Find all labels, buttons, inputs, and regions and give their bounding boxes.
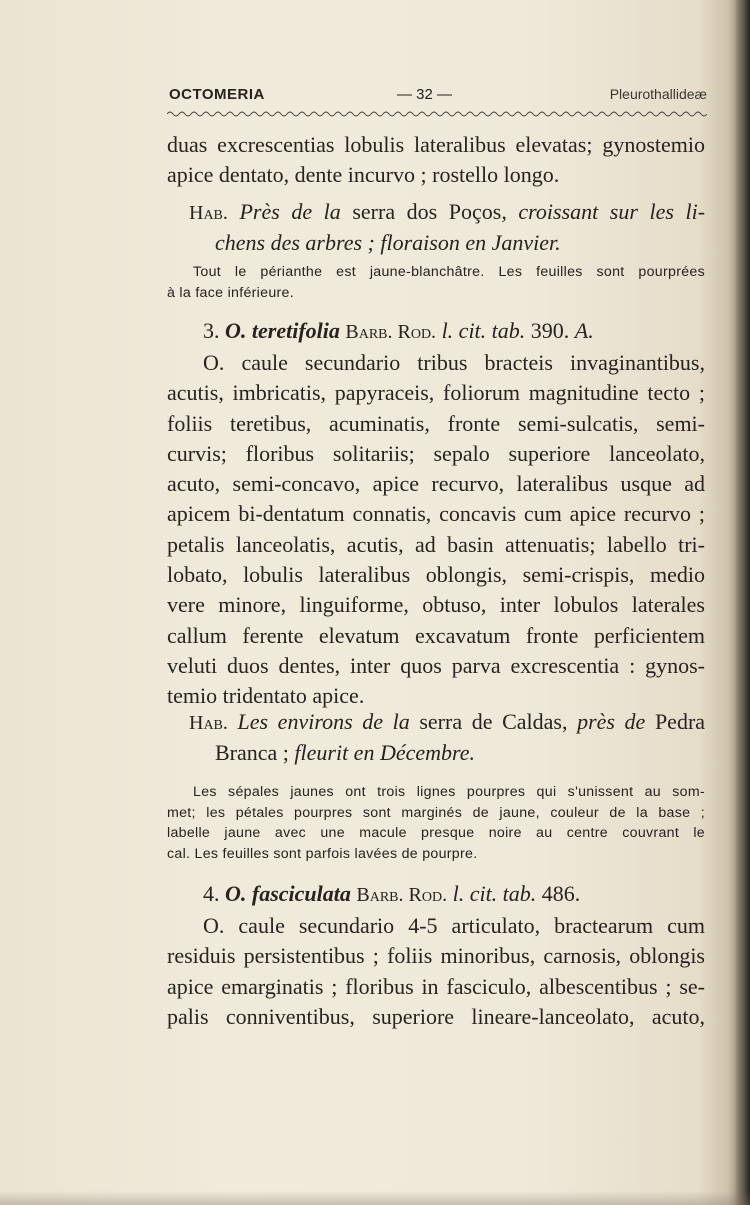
text-line: petalis lanceolatis, acutis, ad basin attenuatis; labello tri-: [167, 531, 705, 557]
habitat-text: serra de Caldas,: [419, 709, 568, 734]
text-line: vere minore, linguiforme, obtuso, inter lobulos laterales: [167, 592, 705, 618]
note-paragraph: [167, 262, 705, 303]
habitat-line: [189, 197, 705, 228]
species-author: Barb. Rod.: [356, 884, 448, 906]
text-line: curvis; floribus solitariis; sepalo superiore lanceolato,: [167, 440, 705, 466]
habitat-text: Branca ;: [215, 740, 289, 765]
habitat-text: fleurit en Décembre.: [294, 740, 476, 765]
latin-description: [167, 911, 705, 1032]
habitat-line: chens des arbres ; floraison en Janvier.: [215, 230, 561, 255]
species-heading-line: [203, 316, 705, 347]
text-line: veluti duos dentes, inter quos parva excrescentia : gynos-: [167, 652, 705, 678]
species-heading-line: [203, 879, 705, 910]
text-line: apice dentato, dente incurvo ; rostello longo.: [167, 162, 560, 188]
habitat-text: Les environs de la: [237, 709, 410, 734]
species-plate: 486.: [541, 881, 581, 906]
text-line: acuto, semi-concavo, apice recurvo, lateralibus usque ad: [167, 471, 705, 497]
habitat-paragraph: [189, 197, 705, 258]
latin-description: [167, 348, 705, 712]
species-heading: [203, 316, 705, 347]
species-author: Barb. Rod.: [345, 321, 437, 343]
species-genus-abbr: O.: [225, 318, 247, 343]
habitat-line: [189, 707, 705, 738]
page-bottom-edge: [0, 1191, 750, 1205]
text-line: apice emarginatis ; floribus in fasciculo, albescentibus ; se-: [167, 973, 705, 999]
text-line: temio tridentato apice.: [167, 683, 365, 709]
note-paragraph: [167, 782, 705, 864]
note-line: Les sépales jaunes ont trois lignes pourpres qui s'unissent au som-: [193, 784, 705, 800]
habitat-line: [189, 738, 705, 768]
text-line: palis conniventibus, superiore lineare-lanceolato, acuto,: [167, 1003, 705, 1029]
note-line: à la face inférieure.: [167, 284, 294, 301]
habitat-text: près de: [577, 709, 646, 734]
note-line: met; les pétales pourpres sont marginés de jaune, couleur de la base ;: [167, 804, 705, 821]
species-number: 4.: [203, 881, 220, 906]
note-line: Tout le périanthe est jaune-blanchâtre. Les feuilles sont pourprées: [193, 264, 705, 280]
habitat-paragraph: [189, 707, 705, 768]
species-heading: [203, 879, 705, 910]
species-figure: A.: [574, 318, 594, 343]
habitat-text: croissant sur les li-: [518, 199, 706, 224]
species-name: teretifolia: [251, 318, 340, 343]
text-line: residuis persistentibus ; foliis minoribus, carnosis, oblongis: [167, 943, 705, 969]
species-number: 3.: [203, 318, 220, 343]
text-line: O. caule secundario tribus bracteis invaginantibus,: [203, 350, 705, 375]
habitat-label: Hab.: [189, 202, 228, 224]
text-line: O. caule secundario 4-5 articulato, bractearum cum: [203, 913, 705, 938]
text-line: duas excrescentias lobulis lateralibus elevatas; gynostemio: [167, 132, 705, 157]
running-head: [167, 86, 707, 108]
habitat-label: Hab.: [189, 712, 228, 734]
species-name: fasciculata: [251, 881, 351, 906]
header-wavy-rule: [167, 110, 707, 118]
page-number: — 32 —: [397, 86, 453, 103]
text-line: callum ferente elevatum excavatum fronte perficientem: [167, 622, 705, 648]
note-line: cal. Les feuilles sont parfois lavées de pourpre.: [167, 845, 478, 862]
text-line: lobato, lobulis lateralibus oblongis, semi-crispis, medio: [167, 562, 705, 588]
text-line: foliis teretibus, acuminatis, fronte semi-sulcatis, semi-: [167, 410, 705, 436]
habitat-text: Près de la: [239, 199, 341, 224]
text-line: acutis, imbricatis, papyraceis, foliorum magnitudine tecto ;: [167, 380, 705, 406]
species-reference: l. cit. tab.: [441, 318, 526, 343]
text-line: apicem bi-dentatum connatis, concavis cum apice recurvo ;: [167, 501, 705, 527]
species-plate: 390.: [530, 318, 570, 343]
page-gutter-shadow: [734, 0, 750, 1205]
running-head-family: Pleurothallideæ: [609, 86, 707, 102]
habitat-text: serra dos Poços,: [352, 199, 507, 224]
habitat-text: Pedra: [654, 709, 706, 734]
continuation-paragraph: [167, 130, 705, 191]
species-genus-abbr: O.: [225, 881, 247, 906]
species-reference: l. cit. tab.: [452, 881, 537, 906]
running-head-genus: OCTOMERIA: [169, 86, 265, 103]
note-line: labelle jaune avec une macule presque noire au centre couvrant le: [167, 825, 705, 841]
